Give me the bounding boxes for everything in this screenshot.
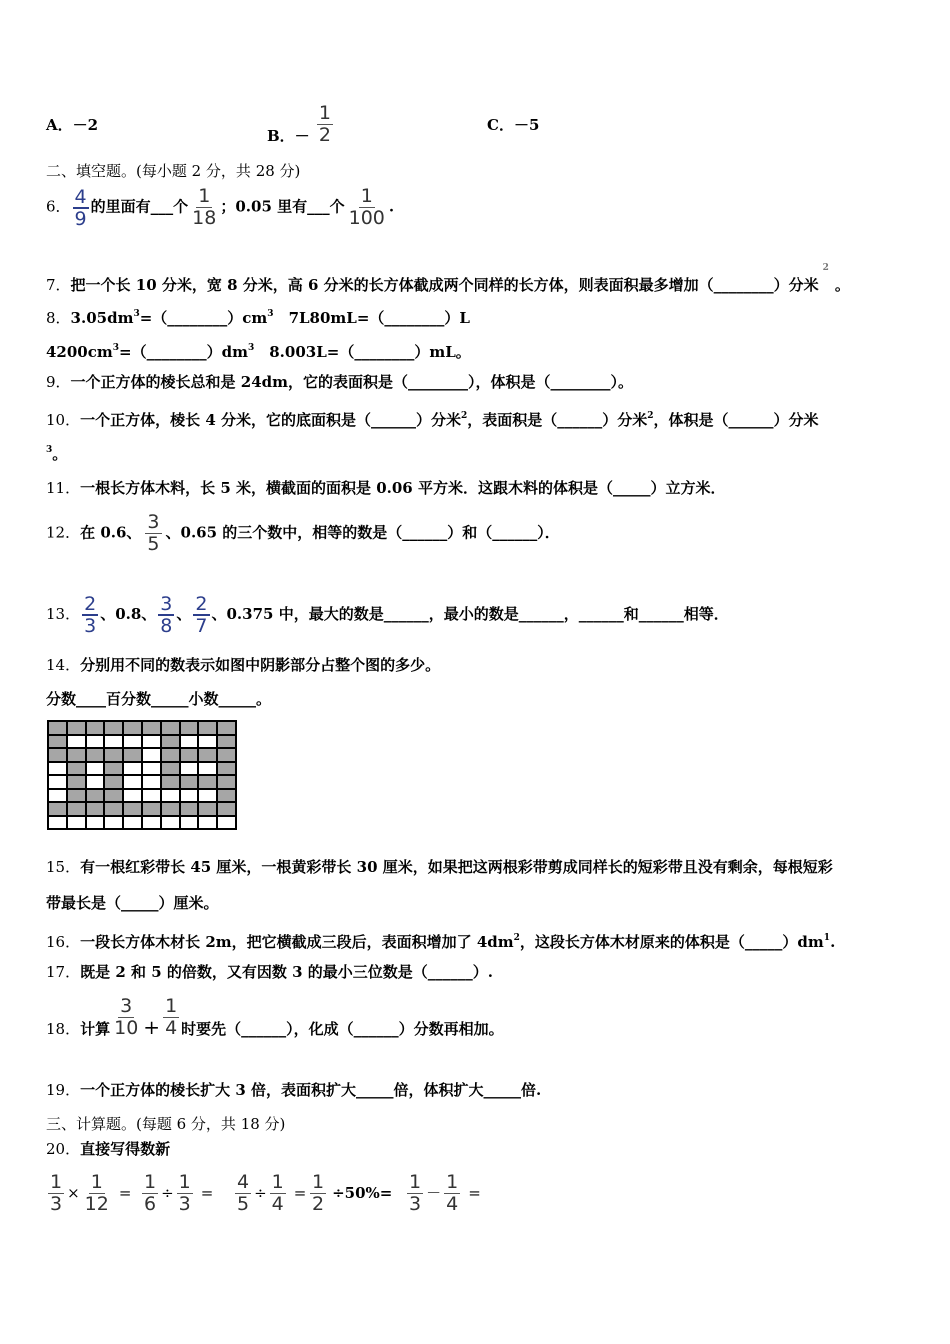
grid-cell [180,735,199,749]
question-17: 17．既是 2 和 5 的倍数，又有因数 3 的最小三位数是（______）. [46,963,493,981]
grid-cell [142,816,161,830]
grid-cell-shaded [217,721,236,735]
grid-cell [67,816,86,830]
grid-cell-shaded [161,802,180,816]
fraction: $\frac{1}{3}$ [50,1171,63,1215]
grid-cell [86,816,105,830]
grid-cell [123,762,142,776]
grid-cell-shaded [217,748,236,762]
grid-cell-shaded [48,748,67,762]
grid-cell-shaded [86,789,105,803]
shaded-grid-figure [47,720,237,830]
fraction: $\frac{4}{5}$ [237,1171,250,1215]
fraction: $\frac{1}{4}$ [271,1171,284,1215]
option-b: B．－ $\frac{1}{2}$ [267,102,332,146]
question-10: 10．一个正方体，棱长 4 分米，它的底面积是（______）分米$^2$，表面积是（______）分米$^2$，体积是（______）分米 [46,411,819,429]
grid-cell-shaded [104,721,123,735]
question-7: 7．把一个长 10 分米，宽 8 分米，高 6 分米的长方体截成两个同样的长方体，则表面积最多增加（________）分米$^2$。 [46,263,850,294]
question-8: 8．$3.05dm^3=(\_\_\_\_\_\_\_\_)cm^3$ 7L80mL=（________）L [46,309,470,327]
grid-cell-shaded [198,721,217,735]
grid-cell-shaded [217,789,236,803]
grid-cell-shaded [123,802,142,816]
grid-cell-shaded [67,789,86,803]
grid-cell-shaded [67,802,86,816]
fraction: $\frac{1}{100}$ [348,185,385,229]
calc-item-1: $\frac{1}{3}$ × $\frac{1}{12}$ = [50,1171,132,1215]
calc-item-5: $\frac{1}{3}$ － $\frac{1}{4}$ = [409,1171,481,1215]
fraction: $\frac{1}{18}$ [192,185,217,229]
question-14-answers: 分数____百分数_____小数_____。 [46,690,272,708]
grid-cell-shaded [86,748,105,762]
grid-cell [123,816,142,830]
grid-cell-shaded [198,748,217,762]
grid-cell-shaded [180,721,199,735]
grid-cell [180,762,199,776]
grid-cell [180,789,199,803]
option-a: A．－2 [46,116,99,134]
grid-cell-shaded [104,802,123,816]
grid-cell-shaded [161,721,180,735]
grid-cell [123,789,142,803]
question-19: 19．一个正方体的棱长扩大 3 倍，表面积扩大_____倍，体积扩大_____倍. [46,1081,542,1099]
grid-cell-shaded [48,735,67,749]
fraction: $\frac{2}{3}$ [84,593,97,637]
fraction: $\frac{1}{3}$ [409,1171,422,1215]
fraction: $\frac{4}{9}$ [74,185,87,230]
question-6: 6． $\frac{4}{9}$ 的里面有___个 $\frac{1}{18}$ ；0.05 里有___个 $\frac{1}{100}$ . [46,185,395,230]
grid-cell [161,816,180,830]
grid-cell [48,762,67,776]
grid-cell [142,775,161,789]
question-15: 15．有一根红彩带长 45 厘米，一根黄彩带长 30 厘米，如果把这两根彩带剪成同样长的短彩带且没有剩余，每根短彩 [46,858,833,876]
grid-cell-shaded [86,721,105,735]
question-16: 16．一段长方体木材长 2m，把它横截成三段后，表面积增加了 $4dm^2$，这段长方体木材原来的体积是$(\_\_\_\_\_)dm^1$. [46,933,836,951]
grid-cell-shaded [142,721,161,735]
grid-cell-shaded [180,748,199,762]
grid-cell-shaded [198,775,217,789]
question-15-line-2: 带最长是（_____）厘米。 [46,894,219,912]
question-14: 14．分别用不同的数表示如图中阴影部分占整个图的多少。 [46,656,441,674]
grid-cell-shaded [67,748,86,762]
question-12: 12．在 0.6、 $\frac{3}{5}$ 、0.65 的三个数中，相等的数是（______）和（______）． [46,511,560,555]
grid-cell [104,735,123,749]
section-3-title: 三、计算题。(每题 6 分，共 18 分) [46,1115,286,1133]
question-10-line-2: $^3$。 [46,445,68,463]
fraction: $\frac{1}{3}$ [178,1171,191,1215]
grid-cell-shaded [198,802,217,816]
grid-cell [48,816,67,830]
grid-cell-shaded [86,802,105,816]
grid-cell-shaded [217,735,236,749]
grid-cell [180,816,199,830]
fraction: $\frac{2}{7}$ [195,593,208,637]
grid-cell-shaded [217,775,236,789]
fraction: $\frac{1}{12}$ [84,1171,109,1215]
grid-cell [67,735,86,749]
question-9: 9．一个正方体的棱长总和是 24dm，它的表面积是（________），体积是（________）。 [46,373,634,391]
grid-cell-shaded [104,748,123,762]
grid-cell [142,789,161,803]
grid-cell-shaded [161,748,180,762]
fraction: $\frac{3}{8}$ [160,593,173,637]
grid-cell-shaded [123,748,142,762]
grid-cell-shaded [67,721,86,735]
question-8-line-2: $4200cm^3=(\_\_\_\_\_\_\_\_)dm^3$ 8.003L=（________）mL。 [46,343,471,361]
calc-item-4: $\frac{1}{2}$ ÷50%= [312,1171,393,1215]
grid-cell [217,816,236,830]
grid-cell-shaded [161,775,180,789]
grid-cell-shaded [104,762,123,776]
grid-cell-shaded [104,789,123,803]
fraction: $\frac{1}{4}$ [446,1171,459,1215]
grid-cell-shaded [48,802,67,816]
question-18: 18．计算 $\frac{3}{10}$ + $\frac{1}{4}$ 时要先（______），化成（______）分数再相加。 [46,995,504,1039]
grid-cell-shaded [67,762,86,776]
grid-cell-shaded [217,762,236,776]
grid-cell [198,762,217,776]
calc-item-3: $\frac{4}{5}$ ÷ $\frac{1}{4}$ = [237,1171,307,1215]
grid-cell [142,762,161,776]
grid-cell [48,775,67,789]
fraction: $\frac{1}{2}$ [312,1171,325,1215]
grid-cell-shaded [161,735,180,749]
grid-cell [142,748,161,762]
grid-cell [86,775,105,789]
grid-cell-shaded [48,721,67,735]
grid-cell [104,816,123,830]
section-2-title: 二、填空题。(每小题 2 分，共 28 分) [46,162,301,180]
question-13: 13． $\frac{2}{3}$ 、0.8、 $\frac{3}{8}$ 、 $\frac{2}{7}$ 、0.375 中，最大的数是______，最小的数是______，______和______相等． [46,593,729,637]
option-c: C．－5 [487,116,540,134]
fraction: $\frac{1}{2}$ [318,102,332,146]
grid-cell [198,789,217,803]
grid-cell-shaded [104,775,123,789]
grid-cell-shaded [217,802,236,816]
fraction: $\frac{1}{6}$ [144,1171,157,1215]
grid-cell-shaded [123,721,142,735]
question-11: 11．一根长方体木料，长 5 米，横截面的面积是 0.06 平方米．这跟木料的体积是（_____）立方米． [46,479,726,497]
grid-cell [48,789,67,803]
grid-cell-shaded [180,775,199,789]
grid-cell-shaded [180,802,199,816]
grid-cell [86,735,105,749]
fraction: $\frac{1}{4}$ [165,995,178,1039]
grid-cell [123,775,142,789]
grid-cell-shaded [142,802,161,816]
grid-cell [198,816,217,830]
grid-cell-shaded [161,762,180,776]
grid-cell [86,762,105,776]
grid-cell [142,735,161,749]
grid-cell [198,735,217,749]
question-20: 20．直接写得数新 [46,1140,171,1158]
grid-cell [161,789,180,803]
grid-cell [123,735,142,749]
calc-item-2: $\frac{1}{6}$ ÷ $\frac{1}{3}$ = [144,1171,214,1215]
fraction: $\frac{3}{10}$ [114,995,139,1039]
grid-cell-shaded [67,775,86,789]
fraction: $\frac{3}{5}$ [147,511,160,555]
